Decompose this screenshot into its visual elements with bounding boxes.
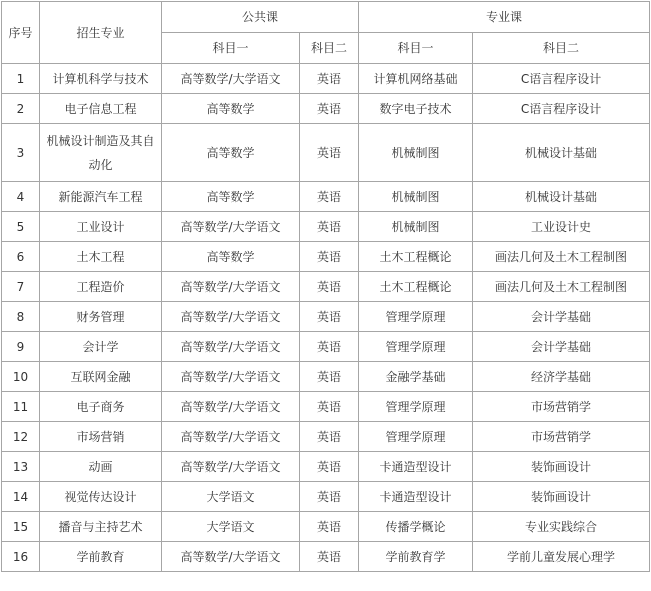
cell-professional-subject-2: 装饰画设计	[473, 482, 650, 512]
cell-professional-subject-2: C语言程序设计	[473, 94, 650, 124]
table-row	[2, 124, 650, 182]
majors-table	[1, 1, 650, 572]
cell-professional-subject-1: 机械制图	[359, 212, 473, 242]
cell-professional-subject-1: 管理学原理	[359, 392, 473, 422]
cell-major: 土木工程	[40, 242, 162, 272]
cell-major: 机械设计制造及其自动化	[40, 124, 162, 182]
cell-public-subject-2: 英语	[300, 422, 359, 452]
table-row	[2, 64, 650, 94]
cell-professional-subject-2: 经济学基础	[473, 362, 650, 392]
cell-major: 学前教育	[40, 542, 162, 572]
header-professional-subject-1: 科目一	[359, 33, 473, 64]
cell-index: 5	[2, 212, 40, 242]
cell-public-subject-2: 英语	[300, 452, 359, 482]
cell-major: 电子信息工程	[40, 94, 162, 124]
cell-public-subject-1: 高等数学/大学语文	[162, 302, 300, 332]
cell-public-subject-2: 英语	[300, 212, 359, 242]
cell-major: 动画	[40, 452, 162, 482]
cell-public-subject-1: 高等数学/大学语文	[162, 362, 300, 392]
cell-index: 1	[2, 64, 40, 94]
cell-index: 14	[2, 482, 40, 512]
cell-professional-subject-1: 土木工程概论	[359, 272, 473, 302]
cell-professional-subject-1: 传播学概论	[359, 512, 473, 542]
cell-major: 计算机科学与技术	[40, 64, 162, 94]
cell-major: 工程造价	[40, 272, 162, 302]
cell-public-subject-1: 高等数学	[162, 124, 300, 182]
table-row	[2, 392, 650, 422]
header-public-subject-1: 科目一	[162, 33, 300, 64]
cell-public-subject-1: 高等数学/大学语文	[162, 212, 300, 242]
table-row	[2, 272, 650, 302]
cell-public-subject-1: 高等数学/大学语文	[162, 542, 300, 572]
cell-professional-subject-1: 计算机网络基础	[359, 64, 473, 94]
cell-public-subject-2: 英语	[300, 332, 359, 362]
cell-professional-subject-2: 市场营销学	[473, 392, 650, 422]
cell-public-subject-2: 英语	[300, 362, 359, 392]
table-body	[2, 64, 650, 572]
header-public-course: 公共课	[162, 2, 359, 33]
cell-professional-subject-2: 工业设计史	[473, 212, 650, 242]
table-row	[2, 422, 650, 452]
cell-index: 16	[2, 542, 40, 572]
header-index: 序号	[2, 2, 40, 64]
header-row-1	[2, 2, 650, 33]
cell-professional-subject-1: 管理学原理	[359, 422, 473, 452]
cell-major: 工业设计	[40, 212, 162, 242]
table-row	[2, 302, 650, 332]
cell-index: 10	[2, 362, 40, 392]
cell-professional-subject-1: 卡通造型设计	[359, 452, 473, 482]
cell-public-subject-1: 高等数学	[162, 94, 300, 124]
cell-public-subject-2: 英语	[300, 94, 359, 124]
table-row	[2, 332, 650, 362]
cell-professional-subject-2: 画法几何及土木工程制图	[473, 272, 650, 302]
cell-major: 市场营销	[40, 422, 162, 452]
cell-public-subject-1: 大学语文	[162, 482, 300, 512]
cell-public-subject-2: 英语	[300, 64, 359, 94]
cell-index: 12	[2, 422, 40, 452]
table-row	[2, 542, 650, 572]
table-row	[2, 182, 650, 212]
header-public-subject-2: 科目二	[300, 33, 359, 64]
cell-professional-subject-1: 管理学原理	[359, 302, 473, 332]
cell-major: 财务管理	[40, 302, 162, 332]
table-row	[2, 482, 650, 512]
cell-public-subject-1: 高等数学/大学语文	[162, 422, 300, 452]
cell-public-subject-2: 英语	[300, 482, 359, 512]
cell-public-subject-1: 高等数学	[162, 242, 300, 272]
table-row	[2, 512, 650, 542]
table-row	[2, 452, 650, 482]
cell-index: 6	[2, 242, 40, 272]
cell-index: 15	[2, 512, 40, 542]
cell-professional-subject-1: 机械制图	[359, 124, 473, 182]
cell-professional-subject-2: 会计学基础	[473, 302, 650, 332]
cell-index: 2	[2, 94, 40, 124]
cell-public-subject-1: 高等数学/大学语文	[162, 452, 300, 482]
cell-public-subject-2: 英语	[300, 272, 359, 302]
cell-professional-subject-1: 金融学基础	[359, 362, 473, 392]
cell-professional-subject-1: 学前教育学	[359, 542, 473, 572]
cell-major: 电子商务	[40, 392, 162, 422]
cell-index: 11	[2, 392, 40, 422]
cell-professional-subject-2: 会计学基础	[473, 332, 650, 362]
cell-index: 9	[2, 332, 40, 362]
cell-professional-subject-2: 专业实践综合	[473, 512, 650, 542]
cell-index: 8	[2, 302, 40, 332]
cell-major: 互联网金融	[40, 362, 162, 392]
cell-public-subject-2: 英语	[300, 392, 359, 422]
cell-public-subject-1: 高等数学/大学语文	[162, 332, 300, 362]
cell-major: 播音与主持艺术	[40, 512, 162, 542]
cell-professional-subject-1: 数字电子技术	[359, 94, 473, 124]
cell-professional-subject-2: 装饰画设计	[473, 452, 650, 482]
cell-public-subject-1: 高等数学	[162, 182, 300, 212]
cell-professional-subject-2: 画法几何及土木工程制图	[473, 242, 650, 272]
cell-index: 13	[2, 452, 40, 482]
cell-major: 会计学	[40, 332, 162, 362]
table-row	[2, 242, 650, 272]
cell-major: 新能源汽车工程	[40, 182, 162, 212]
cell-major: 视觉传达设计	[40, 482, 162, 512]
header-professional-subject-2: 科目二	[473, 33, 650, 64]
cell-professional-subject-1: 土木工程概论	[359, 242, 473, 272]
cell-public-subject-1: 大学语文	[162, 512, 300, 542]
cell-public-subject-2: 英语	[300, 124, 359, 182]
cell-index: 7	[2, 272, 40, 302]
cell-public-subject-2: 英语	[300, 302, 359, 332]
cell-professional-subject-2: C语言程序设计	[473, 64, 650, 94]
cell-index: 4	[2, 182, 40, 212]
header-major: 招生专业	[40, 2, 162, 64]
header-professional-course: 专业课	[359, 2, 650, 33]
table-row	[2, 362, 650, 392]
cell-professional-subject-2: 机械设计基础	[473, 182, 650, 212]
cell-index: 3	[2, 124, 40, 182]
cell-public-subject-2: 英语	[300, 512, 359, 542]
cell-public-subject-1: 高等数学/大学语文	[162, 272, 300, 302]
cell-professional-subject-1: 管理学原理	[359, 332, 473, 362]
cell-public-subject-2: 英语	[300, 242, 359, 272]
cell-public-subject-1: 高等数学/大学语文	[162, 392, 300, 422]
cell-professional-subject-2: 学前儿童发展心理学	[473, 542, 650, 572]
cell-professional-subject-2: 市场营销学	[473, 422, 650, 452]
cell-professional-subject-1: 机械制图	[359, 182, 473, 212]
cell-public-subject-2: 英语	[300, 182, 359, 212]
table-row	[2, 212, 650, 242]
cell-public-subject-2: 英语	[300, 542, 359, 572]
cell-professional-subject-1: 卡通造型设计	[359, 482, 473, 512]
cell-public-subject-1: 高等数学/大学语文	[162, 64, 300, 94]
table-row	[2, 94, 650, 124]
cell-professional-subject-2: 机械设计基础	[473, 124, 650, 182]
